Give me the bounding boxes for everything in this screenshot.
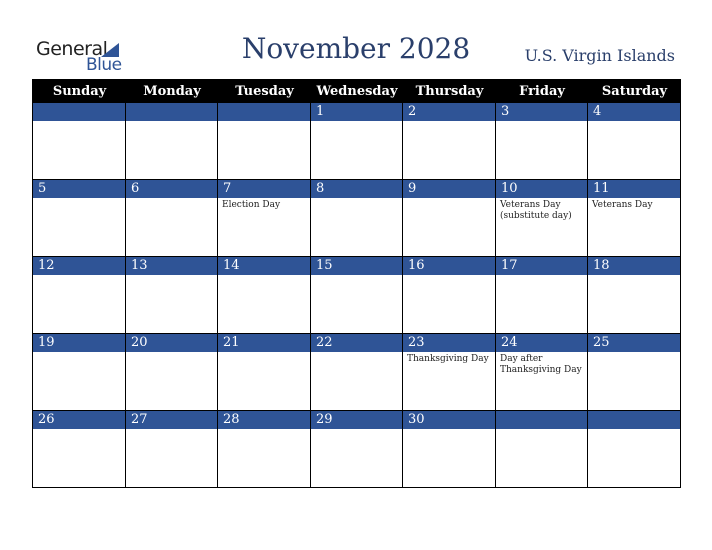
- day-number-bar: [588, 257, 680, 275]
- day-number: 20: [131, 335, 148, 350]
- day-number-bar: [588, 103, 680, 121]
- day-number-bar: [496, 180, 587, 198]
- day-number-bar: [33, 334, 125, 352]
- day-cell: [588, 411, 681, 488]
- day-number: 3: [501, 104, 510, 119]
- day-number: 6: [131, 181, 140, 196]
- week-row: [33, 180, 681, 257]
- holiday-label: Day after Thanksgiving Day: [500, 354, 582, 375]
- weekday-header-thursday: Thursday: [415, 84, 484, 99]
- holiday-label: Thanksgiving Day: [407, 354, 489, 364]
- day-cell: [403, 411, 496, 488]
- day-number-bar: [496, 103, 587, 121]
- day-cell: [33, 103, 126, 180]
- day-cell: [588, 257, 681, 334]
- day-number: 25: [593, 335, 610, 350]
- weekday-header-monday: Monday: [143, 84, 201, 99]
- day-number-bar: [403, 103, 495, 121]
- region-label: U.S. Virgin Islands: [524, 46, 675, 65]
- day-cell: [126, 334, 218, 411]
- day-number-bar: [33, 103, 125, 121]
- week-row: [33, 334, 681, 411]
- day-cell: [403, 180, 496, 257]
- calendar-title: November 2028: [241, 32, 471, 65]
- day-number: 8: [316, 181, 325, 196]
- day-cell: [588, 334, 681, 411]
- day-cell: [311, 334, 403, 411]
- week-row: [33, 257, 681, 334]
- day-cell: [33, 411, 126, 488]
- logo-word-general: General: [36, 38, 108, 60]
- day-cell: [588, 180, 681, 257]
- day-number: 4: [593, 104, 602, 119]
- day-cell: [218, 180, 311, 257]
- week-row: [33, 411, 681, 488]
- day-cell: [311, 411, 403, 488]
- weekday-header-tuesday: Tuesday: [235, 84, 294, 99]
- day-cell: [496, 103, 588, 180]
- day-number: 19: [38, 335, 55, 350]
- day-cell: [33, 257, 126, 334]
- day-number-bar: [496, 257, 587, 275]
- weekday-header-row: [33, 80, 681, 103]
- day-cell: [311, 257, 403, 334]
- day-number-bar: [311, 411, 402, 429]
- day-number: 26: [38, 412, 55, 427]
- day-cell: [403, 334, 496, 411]
- day-cell: [126, 257, 218, 334]
- day-number-bar: [403, 334, 495, 352]
- day-number-bar: [311, 103, 402, 121]
- day-number-bar: [403, 411, 495, 429]
- day-number-bar: [33, 257, 125, 275]
- day-number-bar: [218, 180, 310, 198]
- day-number: 13: [131, 258, 148, 273]
- day-number-bar: [496, 411, 587, 429]
- day-number: 5: [38, 181, 47, 196]
- day-number: 15: [316, 258, 333, 273]
- weekday-header-saturday: Saturday: [601, 84, 668, 99]
- day-number: 9: [408, 181, 417, 196]
- day-cell: [403, 103, 496, 180]
- day-number-bar: [126, 411, 217, 429]
- day-number-bar: [33, 411, 125, 429]
- day-number: 17: [501, 258, 518, 273]
- holiday-label: Veterans Day: [592, 200, 653, 210]
- day-number-bar: [126, 103, 217, 121]
- day-number-bar: [311, 180, 402, 198]
- day-number-bar: [403, 180, 495, 198]
- day-number-bar: [218, 103, 310, 121]
- day-number-bar: [311, 257, 402, 275]
- day-cell: [311, 103, 403, 180]
- day-cell: [126, 103, 218, 180]
- day-number: 24: [501, 335, 518, 350]
- day-cell: [496, 334, 588, 411]
- day-number-bar: [126, 334, 217, 352]
- holiday-label: Veterans Day (substitute day): [500, 200, 572, 221]
- day-number-bar: [218, 334, 310, 352]
- day-cell: [33, 334, 126, 411]
- day-number: 28: [223, 412, 240, 427]
- day-number: 12: [38, 258, 55, 273]
- day-cell: [403, 257, 496, 334]
- day-cell: [496, 411, 588, 488]
- day-number: 7: [223, 181, 232, 196]
- day-cell: [33, 180, 126, 257]
- day-number-bar: [311, 334, 402, 352]
- calendar-grid: [32, 79, 681, 488]
- day-cell: [218, 334, 311, 411]
- day-cell: [126, 411, 218, 488]
- day-cell: [496, 257, 588, 334]
- day-number: 11: [593, 181, 610, 196]
- weekday-header-wednesday: Wednesday: [316, 84, 398, 99]
- day-number: 30: [408, 412, 425, 427]
- day-cell: [588, 103, 681, 180]
- day-cell: [218, 103, 311, 180]
- day-number: 27: [131, 412, 148, 427]
- day-number: 23: [408, 335, 425, 350]
- day-cell: [218, 411, 311, 488]
- day-number-bar: [33, 180, 125, 198]
- day-number-bar: [218, 257, 310, 275]
- day-number: 14: [223, 258, 240, 273]
- day-number: 1: [316, 104, 325, 119]
- weekday-header-friday: Friday: [519, 84, 565, 99]
- day-number-bar: [218, 411, 310, 429]
- day-number-bar: [126, 257, 217, 275]
- day-number-bar: [588, 180, 680, 198]
- day-number-bar: [588, 334, 680, 352]
- day-number: 21: [223, 335, 240, 350]
- day-number: 16: [408, 258, 425, 273]
- day-cell: [311, 180, 403, 257]
- day-number: 29: [316, 412, 333, 427]
- day-cell: [496, 180, 588, 257]
- holiday-label: Election Day: [222, 200, 281, 210]
- day-number: 22: [316, 335, 333, 350]
- logo-word-blue: Blue: [86, 55, 122, 75]
- day-cell: [126, 180, 218, 257]
- day-number-bar: [403, 257, 495, 275]
- day-number: 10: [501, 181, 518, 196]
- day-number-bar: [588, 411, 680, 429]
- day-number: 18: [593, 258, 610, 273]
- day-number-bar: [126, 180, 217, 198]
- weekday-header-sunday: Sunday: [52, 84, 107, 99]
- day-number: 2: [408, 104, 417, 119]
- day-cell: [218, 257, 311, 334]
- day-number-bar: [496, 334, 587, 352]
- week-row: [33, 103, 681, 180]
